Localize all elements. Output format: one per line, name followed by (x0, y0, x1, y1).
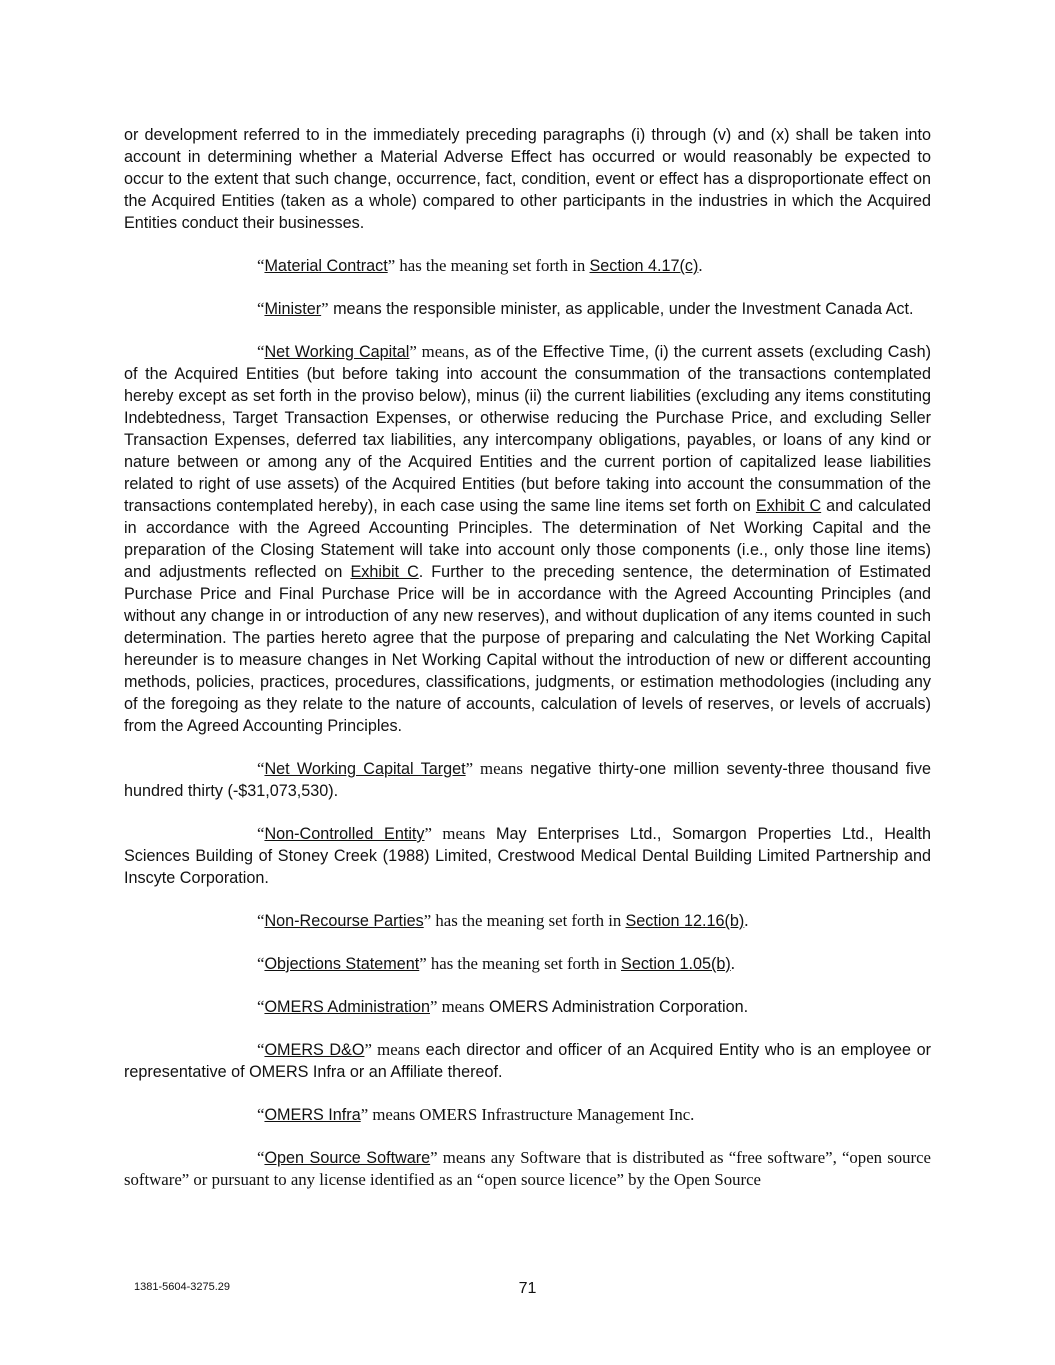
quote-close: ” (409, 342, 417, 361)
quote-open: “ (257, 911, 265, 930)
definition-minister (124, 298, 931, 320)
quote-close: ” (424, 824, 432, 843)
quote-close: ” (430, 1148, 438, 1167)
quote-open: “ (257, 954, 265, 973)
defined-term: Non-Controlled Entity (264, 825, 425, 843)
definition-net-working-capital-target (124, 758, 931, 802)
definition-objections-statement (124, 953, 931, 975)
defined-term: OMERS Infra (264, 1106, 361, 1124)
definition-end: . (698, 256, 703, 275)
section-reference: Section 4.17(c) (589, 257, 699, 275)
defined-term: Non-Recourse Parties (264, 912, 424, 930)
definition-end: . (744, 911, 749, 930)
quote-open: “ (257, 256, 265, 275)
definition-text: means OMERS Infrastructure Management Inc. (368, 1105, 695, 1124)
opening-paragraph: or development referred to in the immediately preceding paragraphs (i) through (v) and (x) shall be taken into account in determining whether a Material Adverse Effect has occurred or would reasonably be expected to occur to the extent that such change, occurrence, fact, condition, event or effect has a disproportionate effect on the Acquired Entities (taken as a whole) compared to other participants in the industries in which the Acquired Entities conduct their businesses. (124, 126, 931, 232)
quote-close: ” (321, 299, 329, 318)
section-reference: Section 1.05(b) (621, 955, 731, 973)
definition-non-controlled-entity (124, 823, 931, 889)
definition-material-contract (124, 255, 931, 277)
means-word: means (473, 759, 523, 778)
means-word: means (371, 1040, 421, 1059)
quote-open: “ (257, 1148, 265, 1167)
section-reference: Section 12.16(b) (625, 912, 745, 930)
definition-text: means the responsible minister, as applicable, under the Investment Canada Act. (328, 300, 914, 318)
definition-omers-do (124, 1039, 931, 1083)
defined-term: Material Contract (264, 257, 388, 275)
defined-term: Objections Statement (264, 955, 420, 973)
page-number-footer (0, 1280, 1055, 1298)
means-word: means (431, 824, 486, 843)
quote-close: ” (360, 1105, 369, 1124)
quote-open: “ (257, 299, 265, 318)
quote-open: “ (257, 1105, 265, 1124)
definition-open-source-software (124, 1147, 931, 1191)
definition-text: has the meaning set forth in (395, 256, 590, 275)
definition-text: negative thirty-one million seventy-three thousand five hundred thirty (-$31,073,530). (124, 760, 931, 800)
quote-close: ” (423, 911, 432, 930)
definition-text: and calculated in accordance with the Agreed Accounting Principles. The determination of Net Working Capital and the preparation of the Closing Statement will take into account only those components (i.e., only those line items) and adjustments reflected on (124, 497, 931, 581)
means-word: means (437, 997, 485, 1016)
quote-open: “ (257, 342, 265, 361)
definition-text: each director and officer of an Acquired Entity who is an employee or representative of OMERS Infra or an Affiliate thereof. (124, 1041, 931, 1081)
means-word: means (416, 342, 465, 361)
defined-term: Minister (264, 300, 322, 318)
definition-text: May Enterprises Ltd., Somargon Properties Ltd., Health Sciences Building of Stoney Creek (1988) Limited, Crestwood Medical Dental Building Limited Partnership and Inscyte Corporation. (124, 825, 931, 887)
document-page (124, 124, 931, 1191)
defined-term: Open Source Software (264, 1149, 431, 1167)
definition-text: means any Software that is distributed as “free software”, “open source software” or pursuant to any license identified as an “open source licence” by the Open Source (124, 1148, 932, 1189)
defined-term: OMERS Administration (264, 998, 430, 1016)
definition-text: . Further to the preceding sentence, the determination of Estimated Purchase Price and Final Purchase Price will be in accordance with the Agreed Accounting Principles (and without any change in or introduction of any new reserves), and without duplication of any items counted in such determination. The parties hereto agree that the purpose of preparing and calculating the Net Working Capital hereunder is to measure changes in Net Working Capital without the introduction of new or different accounting methods, policies, practices, procedures, classifications, judgments, or estimation methodologies (including any of the foregoing as they relate to the nature of accounts, calculation of levels of reserves, or levels of accruals) from the Agreed Accounting Principles. (124, 563, 931, 735)
document-id: 1381-5604-3275.29 (134, 1281, 231, 1293)
quote-close: ” (364, 1040, 372, 1059)
quote-open: “ (257, 824, 265, 843)
quote-open: “ (257, 997, 265, 1016)
definition-text: has the meaning set forth in (426, 954, 622, 973)
exhibit-reference: Exhibit C (755, 497, 822, 515)
definition-omers-infra (124, 1104, 931, 1126)
defined-term: OMERS D&O (264, 1041, 365, 1059)
defined-term: Net Working Capital (264, 343, 410, 361)
definition-text: OMERS Administration Corporation. (484, 998, 749, 1016)
definition-text: , as of the Effective Time, (i) the current assets (excluding Cash) of the Acquired Entities (but before taking into account the consummation of the transactions contemplated hereby except as set forth in the proviso below), minus (ii) the current liabilities (excluding any items constituting Indebtedness, Target Transaction Expenses, or otherwise reducing the Purchase Price, and excluding Seller Transaction Expenses, deferred tax liabilities, any intercompany obligations, payables, or loans of any kind or nature between or among any of the Acquired Entities and the current portion of capitalized lease liabilities related to right of use assets) of the Acquired Entities (but before taking into account the consummation of the transactions contemplated hereby), in each case using the same line items set forth on (124, 343, 931, 515)
exhibit-reference: Exhibit C (350, 563, 419, 581)
quote-close: ” (465, 759, 474, 778)
definition-net-working-capital (124, 341, 931, 737)
quote-close: ” (387, 256, 396, 275)
defined-term: Net Working Capital Target (264, 760, 466, 778)
quote-open: “ (257, 759, 265, 778)
definition-text: has the meaning set forth in (431, 911, 626, 930)
quote-open: “ (257, 1040, 265, 1059)
definition-non-recourse-parties (124, 910, 931, 932)
page-number: 71 (518, 1280, 537, 1297)
quote-close: ” (429, 997, 438, 1016)
definition-omers-administration (124, 996, 931, 1018)
definition-end: . (730, 954, 735, 973)
quote-close: ” (419, 954, 427, 973)
